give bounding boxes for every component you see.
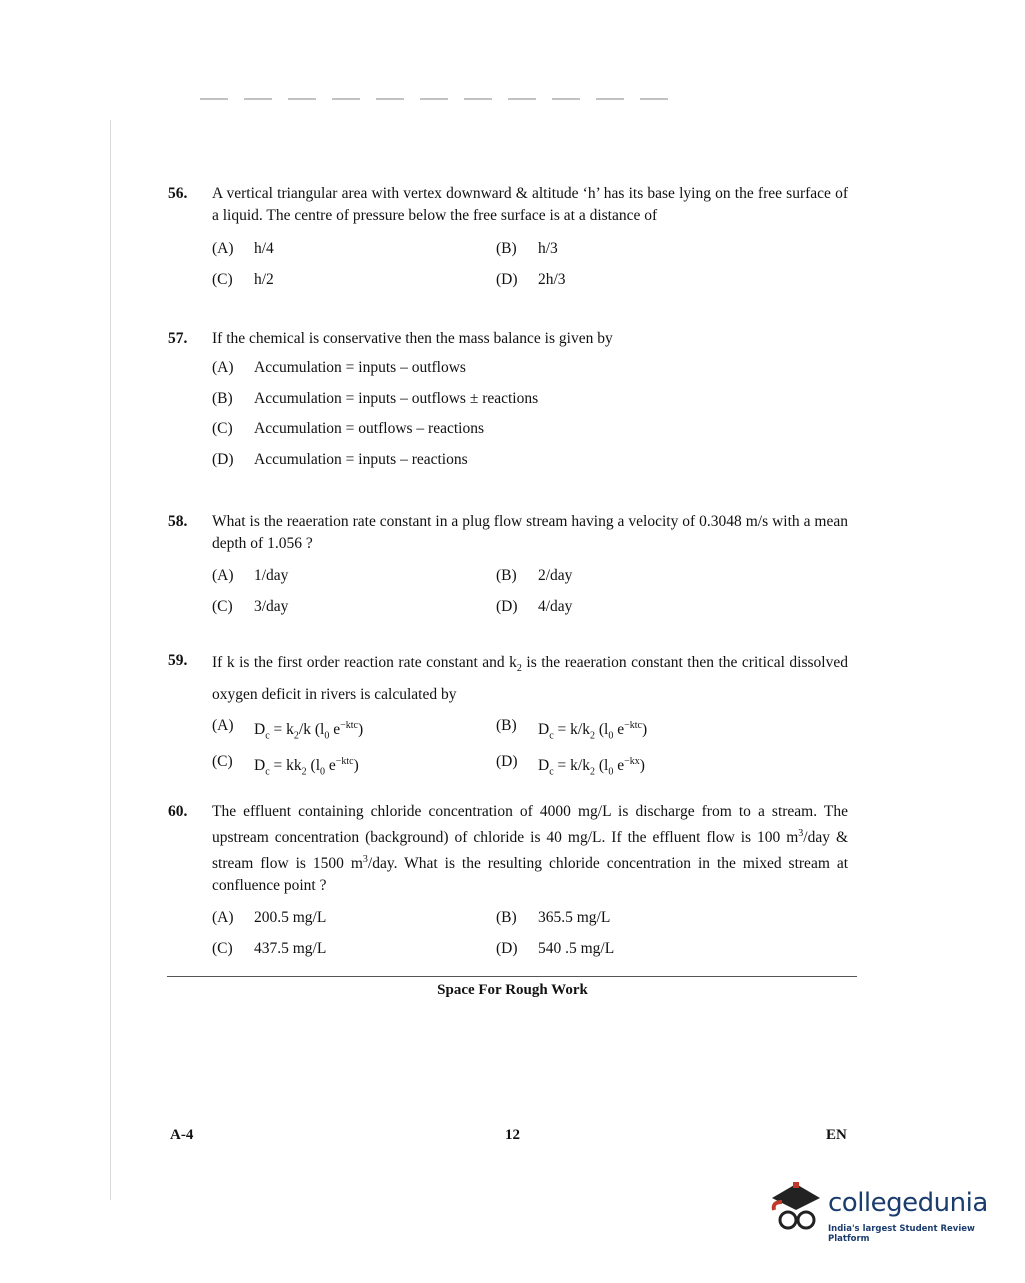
brand-tagline: India's largest Student Review Platform (828, 1224, 975, 1244)
question-number: 57. (168, 330, 188, 347)
question-58 (168, 511, 848, 622)
option-c: (C) $D_c = kk_2$ ($l_0$ $e^{-ktc}$) (212, 752, 359, 778)
option-c: (C) 3/day (212, 597, 289, 615)
option-b: (B) 2/day (496, 566, 573, 584)
question-number: 58. (168, 513, 188, 530)
option-c: (C) Accumulation = outflows – reactions (212, 420, 484, 438)
option-b: (B) h/3 (496, 239, 558, 257)
question-number: 59. (168, 652, 188, 669)
brand-name: collegedunia (828, 1188, 988, 1218)
question-stem: If the chemical is conservative then the mass balance is given by (212, 330, 613, 347)
scan-header-artifact (200, 98, 680, 100)
option-d: (D) 4/day (496, 597, 573, 615)
option-a: (A) h/4 (212, 239, 274, 257)
option-a: (A) 1/day (212, 566, 289, 584)
option-c: (C) 437.5 mg/L (212, 939, 327, 957)
question-stem: If k is the first order reaction rate constant and $k_2$ is the reaeration constant then the critical dissolved oxygen deficit in rivers is calculated by (212, 654, 848, 704)
option-d: (D) 2h/3 (496, 270, 566, 288)
question-56 (168, 183, 848, 295)
divider (167, 976, 857, 977)
option-b: (B) 365.5 mg/L (496, 908, 611, 926)
question-number: 60. (168, 803, 188, 820)
mascot-icon (768, 1180, 826, 1240)
page-number: 12 (505, 1127, 520, 1143)
question-stem: A vertical triangular area with vertex downward & altitude ‘h’ has its base lying on the free surface of a liquid. The centre of pressure below the free surface is at a distance of (212, 185, 848, 224)
question-stem: The effluent containing chloride concentration of 4000 mg/L is discharge from to a stream. The upstream concentration (background) of chloride is 40 mg/L. If the effluent flow is 100 $m^3$/day & stream flow is 1500 $m^3$/day. What is the resulting chloride concentration in the mixed stream at confluence point ? (212, 803, 849, 895)
option-d: (D) 540 .5 mg/L (496, 939, 615, 957)
option-b: (B) Accumulation = inputs – outflows ± reactions (212, 389, 539, 407)
option-c: (C) h/2 (212, 270, 274, 288)
option-a: (A) $D_c = k_2/k$ ($l_0$ $e^{-ktc}$) (212, 716, 364, 742)
footer-code: A-4 (170, 1127, 194, 1143)
footer-language: EN (826, 1127, 847, 1143)
scan-margin-line (110, 120, 111, 1200)
question-number: 56. (168, 185, 188, 202)
option-a: (A) Accumulation = inputs – outflows (212, 359, 466, 377)
option-d: (D) $D_c = k/k_2$ ($l_0$ $e^{-kx}$) (496, 752, 645, 778)
rough-work-heading: Space For Rough Work (437, 982, 588, 998)
brand-logo (768, 1180, 998, 1244)
question-59 (168, 650, 848, 785)
option-d: (D) Accumulation = inputs – reactions (212, 450, 468, 468)
question-57 (168, 328, 848, 475)
option-b: (B) $D_c = k/k_2$ ($l_0$ $e^{-ktc}$) (496, 716, 648, 742)
question-60 (168, 801, 848, 964)
option-a: (A) 200.5 mg/L (212, 908, 327, 926)
question-stem: What is the reaeration rate constant in a plug flow stream having a velocity of 0.3048 m/s with a mean depth of 1.056 ? (212, 513, 848, 552)
